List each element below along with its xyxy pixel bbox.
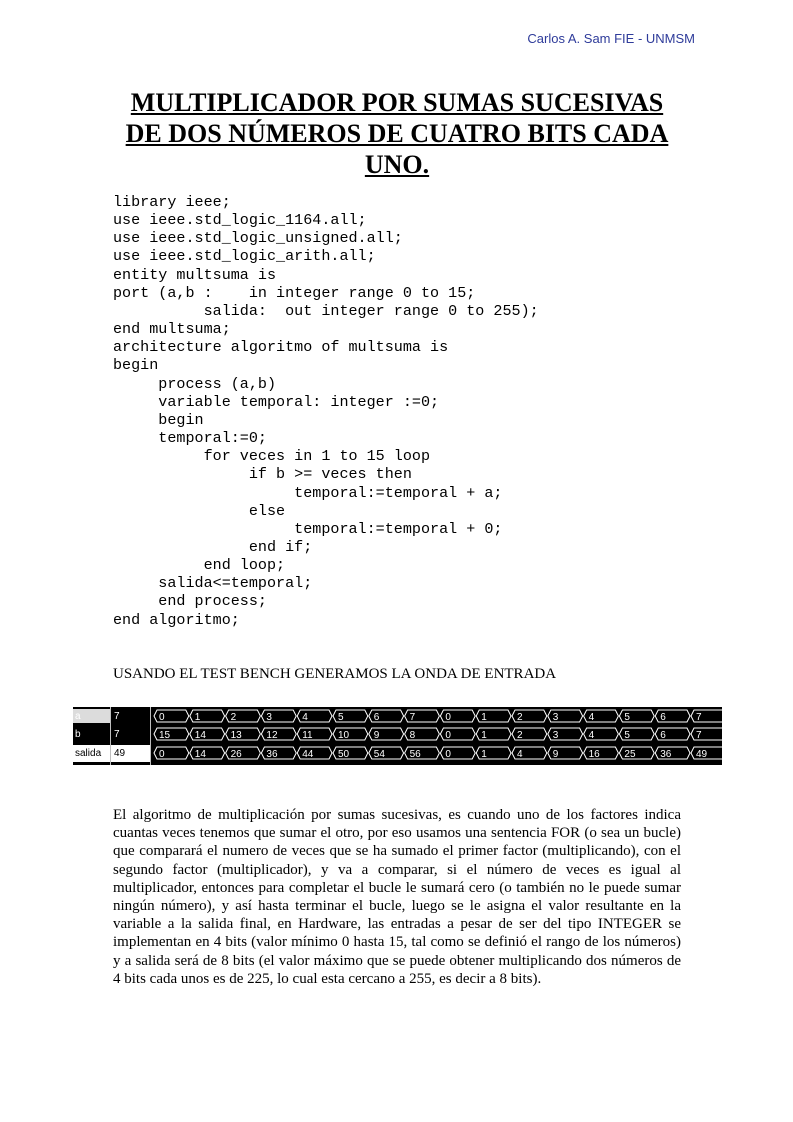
bus-value-label-salida: 1	[481, 749, 487, 760]
bus-value-label-a: 5	[338, 712, 344, 723]
bus-value-label-b: 14	[194, 730, 206, 741]
code-line: use ieee.std_logic_arith.all;	[113, 247, 376, 266]
bus-value-label-salida: 36	[266, 749, 278, 760]
bus-value-label-salida: 4	[517, 749, 523, 760]
code-line: temporal:=0;	[113, 429, 267, 448]
bus-value-label-a: 2	[230, 712, 237, 723]
code-line: variable temporal: integer :=0;	[113, 392, 440, 411]
code-line: begin	[113, 356, 159, 375]
bus-value-label-salida: 49	[696, 749, 708, 760]
bus-value-label-salida: 50	[338, 749, 350, 760]
code-line: end if;	[113, 537, 313, 556]
bus-value-label-a: 6	[660, 712, 666, 723]
bus-value-label-b: 5	[624, 730, 630, 741]
bus-value-label-salida: 9	[552, 749, 559, 760]
bus-value-label-salida: 16	[588, 749, 600, 760]
code-line: end loop;	[113, 556, 286, 575]
bus-value-label-b: 9	[373, 730, 380, 741]
bus-value-label-b: 7	[696, 730, 702, 741]
vhdl-code-block	[113, 193, 539, 629]
bus-value-label-a: 3	[266, 712, 272, 723]
bus-value-label-a: 5	[624, 712, 630, 723]
bus-value-label-b: 6	[660, 730, 666, 741]
waveform-viewer	[73, 707, 722, 765]
code-line: use ieee.std_logic_unsigned.all;	[113, 229, 403, 248]
code-line: if b >= veces then	[113, 465, 412, 484]
bus-value-label-a: 1	[481, 712, 487, 723]
bus-value-label-salida: 44	[302, 749, 314, 760]
signal-name-salida[interactable]: salida	[75, 748, 102, 759]
bus-value-label-a: 4	[302, 712, 308, 723]
bus-value-label-salida: 26	[230, 749, 242, 760]
bus-value-label-b: 8	[409, 730, 416, 741]
code-line: entity multsuma is	[113, 265, 277, 284]
code-line: use ieee.std_logic_1164.all;	[113, 211, 367, 230]
signal-name-a[interactable]: a	[75, 711, 81, 722]
code-line: temporal:=temporal + 0;	[113, 519, 503, 538]
bus-value-label-salida: 0	[445, 749, 451, 760]
bus-value-label-salida: 25	[624, 749, 636, 760]
bus-value-label-b: 2	[517, 730, 523, 741]
bus-value-label-b: 12	[266, 730, 278, 741]
bus-value-label-b: 1	[481, 730, 487, 741]
bus-value-label-a: 0	[445, 712, 451, 723]
bus-value-label-a: 7	[409, 712, 416, 723]
bus-value-label-a: 3	[552, 712, 559, 723]
bus-value-label-a: 1	[194, 712, 201, 723]
code-line: end algoritmo;	[113, 610, 240, 629]
bus-value-label-salida: 0	[159, 749, 165, 760]
waveform-traces	[152, 707, 722, 765]
bus-value-label-b: 13	[230, 730, 242, 741]
code-line: port (a,b : in integer range 0 to 15;	[113, 283, 476, 302]
bus-value-label-salida: 36	[660, 749, 672, 760]
code-line: end process;	[113, 592, 267, 611]
explanation-paragraph: El algoritmo de multiplicación por sumas sucesivas, es cuando uno de los factores indica cuantas veces tenemos que sumar el otro, por eso usamos una sentencia FOR (o sea un bucle) que comparará el numero de veces que se ha sumado el primer factor (multiplicando), con el segundo factor (multiplicador), y va a comparar, si el número de veces es igual al multiplicador, entonces para completar el bucle le sumará cero (o también no le puede sumar ningún número), y así hasta terminar el bucle, luego se le asigna el valor resultante en la variable a la salida final, en Hardware, las entradas a pesar de ser del tipo INTEGER se implementan en 4 bits (valor mínimo 0 hasta 15, tal como se definió el rango de los números) y a salida será de 8 bits (el valor máximo que se puede obtener multiplicando dos números de 4 bits cada unos es de 225, lo cual esta cercano a 255, es decir a 8 bits).	[113, 807, 681, 987]
bus-value-label-a: 2	[517, 712, 523, 723]
code-line: end multsuma;	[113, 320, 231, 339]
signal-names-column	[73, 707, 110, 765]
bus-value-label-a: 7	[696, 712, 702, 723]
bus-value-label-a: 6	[373, 712, 380, 723]
page-header-author: Carlos A. Sam FIE - UNMSM	[527, 31, 695, 46]
signal-value-b: 7	[114, 729, 120, 740]
bus-value-label-a: 4	[588, 712, 595, 723]
page-title: MULTIPLICADOR POR SUMAS SUCESIVAS DE DOS NÚMEROS DE CUATRO BITS CADA UNO.	[125, 88, 669, 179]
section-subheading: USANDO EL TEST BENCH GENERAMOS LA ONDA DE ENTRADA	[113, 666, 557, 682]
bus-value-label-b: 0	[445, 730, 451, 741]
code-line: temporal:=temporal + a;	[113, 483, 503, 502]
code-line: for veces in 1 to 15 loop	[113, 447, 431, 466]
code-line: salida<=temporal;	[113, 574, 313, 593]
bus-value-label-b: 15	[159, 730, 171, 741]
column-separator	[150, 707, 151, 765]
signal-name-b[interactable]: b	[75, 729, 81, 740]
bus-value-label-b: 11	[302, 730, 313, 741]
bus-value-label-salida: 54	[373, 749, 385, 760]
bus-value-label-a: 0	[159, 712, 165, 723]
code-line: else	[113, 501, 286, 520]
signal-value-a: 7	[114, 711, 120, 722]
signal-value-salida: 49	[114, 748, 126, 759]
code-line: salida: out integer range 0 to 255);	[113, 301, 539, 320]
code-line: process (a,b)	[113, 374, 277, 393]
bus-value-label-salida: 56	[409, 749, 421, 760]
bus-value-label-b: 10	[338, 730, 350, 741]
code-line: begin	[113, 410, 204, 429]
bus-value-label-b: 3	[552, 730, 559, 741]
bus-value-label-salida: 14	[194, 749, 206, 760]
code-line: library ieee;	[113, 193, 231, 211]
bus-value-label-b: 4	[588, 730, 595, 741]
code-line: architecture algoritmo of multsuma is	[113, 338, 449, 357]
